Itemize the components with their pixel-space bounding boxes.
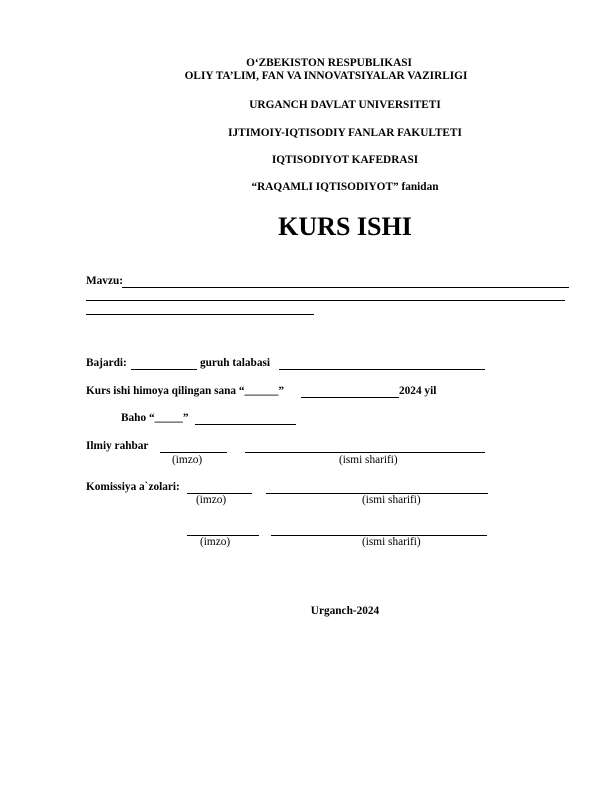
baho-text: Baho “_____” — [121, 412, 189, 424]
baho-line — [195, 424, 296, 425]
rahbar-imzo-caption: (imzo) — [172, 454, 203, 466]
faculty-name: IJTIMOIY-IQTISODIY FANLAR FAKULTETI — [228, 127, 462, 139]
komissiya-imzo-caption-1: (imzo) — [196, 494, 227, 506]
rahbar-sign-line — [160, 452, 227, 453]
department-name: IQTISODIYOT KAFEDRASI — [271, 154, 419, 166]
ilmiy-rahbar-label: Ilmiy rahbar — [86, 440, 149, 452]
defense-date-prefix: Kurs ishi himoya qilingan sana “______” — [86, 385, 285, 397]
guruh-line — [279, 369, 485, 370]
city-year: Urganch-2024 — [310, 605, 380, 617]
komissiya-name-caption-2: (ismi sharifi) — [362, 536, 421, 548]
defense-date-line — [301, 397, 399, 398]
bajardi-line — [131, 369, 197, 370]
subject-line: “RAQAMLI IQTISODIYOT” fanidan — [251, 181, 439, 193]
komissiya-label: Komissiya a`zolari: — [86, 481, 180, 493]
defense-year: 2024 yil — [399, 385, 437, 397]
rahbar-name-line — [245, 452, 485, 453]
komissiya-name-caption-1: (ismi sharifi) — [362, 494, 421, 506]
rahbar-name-caption: (ismi sharifi) — [339, 454, 398, 466]
university-name: URGANCH DAVLAT UNIVERSITETI — [249, 99, 441, 111]
mavzu-line-1 — [122, 287, 569, 288]
bajardi-label: Bajardi: — [86, 357, 127, 369]
guruh-text: guruh talabasi — [200, 357, 270, 369]
mavzu-line-2 — [86, 300, 565, 301]
document-title: KURS ISHI — [278, 212, 412, 241]
komissiya-imzo-caption-2: (imzo) — [200, 536, 231, 548]
ministry-line-1: O‘ZBEKISTON RESPUBLIKASI — [246, 57, 412, 69]
mavzu-line-3 — [86, 314, 314, 315]
ministry-line-2: OLIY TA’LIM, FAN VA INNOVATSIYALAR VAZIRLIGI — [184, 70, 468, 82]
mavzu-label: Mavzu: — [86, 275, 124, 287]
